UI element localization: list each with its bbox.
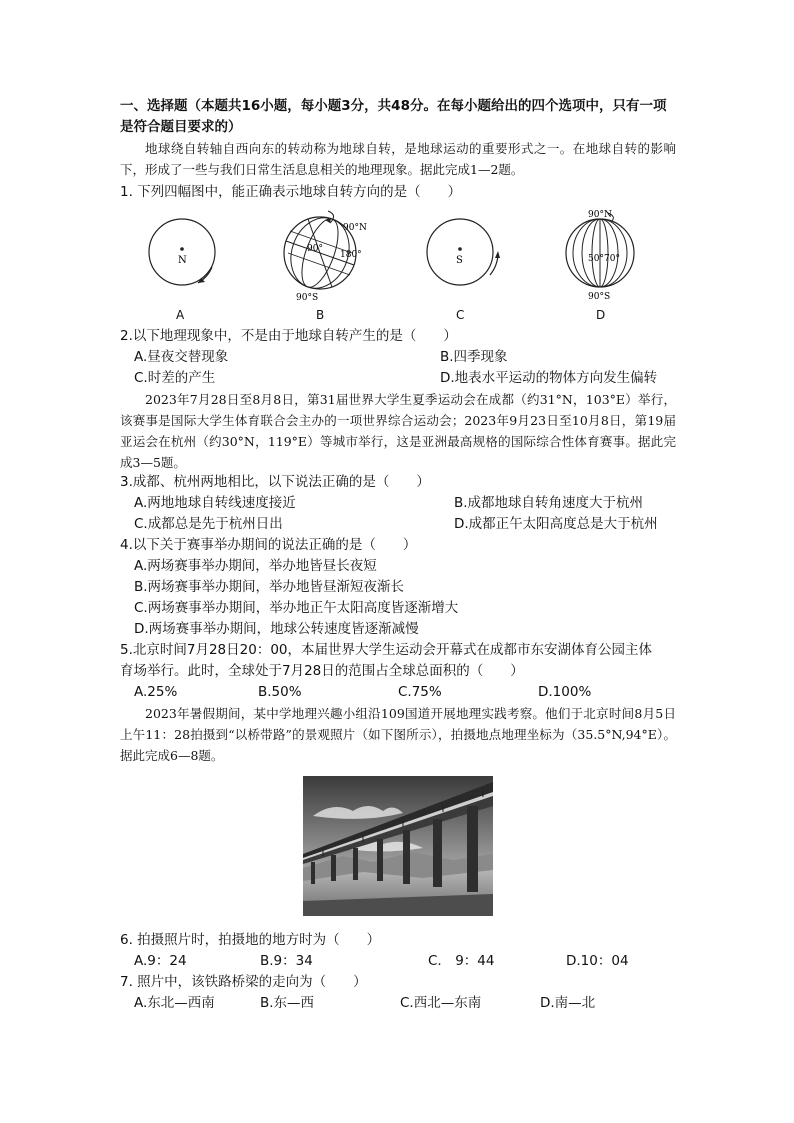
q2-option-b[interactable]: B.四季现象 [440,349,508,365]
q2-option-a[interactable]: A.昼夜交替现象 [134,349,229,365]
q4-option-d[interactable]: D.两场赛事举办期间，地球公转速度皆逐渐减慢 [134,621,419,637]
q2-option-d[interactable]: D.地表水平运动的物体方向发生偏转 [440,370,658,386]
fig-b-right-label: 180° [340,250,362,260]
q3-option-b[interactable]: B.成都地球自转角速度大于杭州 [454,495,644,511]
section-heading: 一、选择题（本题共16小题，每小题3分，共48分。在每小题给出的四个选项中，只有一项是符合题目要求的） [120,98,667,135]
q4-option-a[interactable]: A.两场赛事举办期间，举办地皆昼长夜短 [134,558,377,574]
fig-d-top-label: 90°N [588,210,612,220]
q7-option-d[interactable]: D.南—北 [540,995,596,1011]
passage-1: 地球绕自转轴自西向东的转动称为地球自转，是地球运动的重要形式之一。在地球自转的影响下，形成了一些与我们日常生活息息相关的地理现象。据此完成1—2题。 [120,141,676,177]
q7-stem: 7. 照片中，该铁路桥梁的走向为（ ） [120,974,367,990]
fig-d-bottom-label: 90°S [588,292,611,302]
fig-d-mid2-label: 70° [604,254,620,264]
fig-label-d: D [596,308,606,322]
q5-stem-line1: 5.北京时间7月28日20：00，本届世界大学生运动会开幕式在成都市东安湖体育公园主体 [120,642,653,658]
q5-option-c[interactable]: C.75% [398,684,442,700]
q1-figures [130,205,690,305]
q7-option-a[interactable]: A.东北—西南 [134,995,215,1011]
q6-option-b[interactable]: B.9：34 [260,953,313,969]
q2-stem: 2.以下地理现象中，不是由于地球自转产生的是（ ） [120,328,457,344]
section-heading-line1 [120,96,676,138]
q4-option-b[interactable]: B.两场赛事举办期间，举办地皆昼渐短夜渐长 [134,579,405,595]
q5-stem-line2: 育场举行。此时，全球处于7月28日的范围占全球总面积的（ ） [120,663,524,679]
q5-option-a[interactable]: A.25% [134,684,178,700]
q3-stem: 3.成都、杭州两地相比，以下说法正确的是（ ） [120,474,430,490]
fig-b-left-label: 90° [307,244,323,254]
passage-3: 2023年暑假期间，某中学地理兴趣小组沿109国道开展地理实践考察。他们于北京时间8月5日上午11：28拍摄到“以桥带路”的景观照片（如下图所示），拍摄地点地理坐标为（35.5°N,94°E）。据此完成6—8题。 [120,706,676,763]
figure-d [566,210,634,302]
q5-option-b[interactable]: B.50% [258,684,302,700]
fig-a-pole-label: N [178,255,187,266]
q2-option-c[interactable]: C.时差的产生 [134,370,216,386]
q1-stem: 1. 下列四幅图中，能正确表示地球自转方向的是（ ） [120,184,462,200]
fig-b-top-label: 90°N [343,223,367,233]
bridge-photo [303,776,493,916]
q5-option-d[interactable]: D.100% [538,684,592,700]
q7-option-b[interactable]: B.东—西 [260,995,315,1011]
q6-option-a[interactable]: A.9：24 [134,953,187,969]
fig-label-c: C [456,308,465,322]
q4-stem: 4.以下关于赛事举办期间的说法正确的是（ ） [120,537,417,553]
fig-label-b: B [316,308,325,322]
q3-option-c[interactable]: C.成都总是先于杭州日出 [134,516,283,532]
q6-stem: 6. 拍摄照片时，拍摄地的地方时为（ ） [120,932,381,948]
q7-option-c[interactable]: C.西北—东南 [400,995,482,1011]
fig-label-a: A [176,308,185,322]
figure-b [281,210,367,303]
q4-option-c[interactable]: C.两场赛事举办期间，举办地正午太阳高度皆逐渐增大 [134,600,459,616]
q6-option-d[interactable]: D.10：04 [566,953,629,969]
q6-option-c[interactable]: C. 9：44 [428,953,495,969]
figure-a [149,219,215,285]
figure-c [427,219,500,285]
fig-b-bottom-label: 90°S [296,293,319,303]
fig-c-pole-label: S [456,255,463,266]
passage-2: 2023年7月28日至8月8日，第31届世界大学生夏季运动会在成都（约31°N，103°E）举行，该赛事是国际大学生体育联合会主办的一项世界综合运动会；2023年9月23日至10月8日，第19届亚运会在杭州（约30°N，119°E）等城市举行，这是亚洲最高规格的国际综合性体育赛事。据此完成3—5题。 [120,392,676,470]
fig-d-mid1-label: 50° [588,254,604,264]
q3-option-d[interactable]: D.成都正午太阳高度总是大于杭州 [454,516,658,532]
q3-option-a[interactable]: A.两地地球自转线速度接近 [134,495,296,511]
